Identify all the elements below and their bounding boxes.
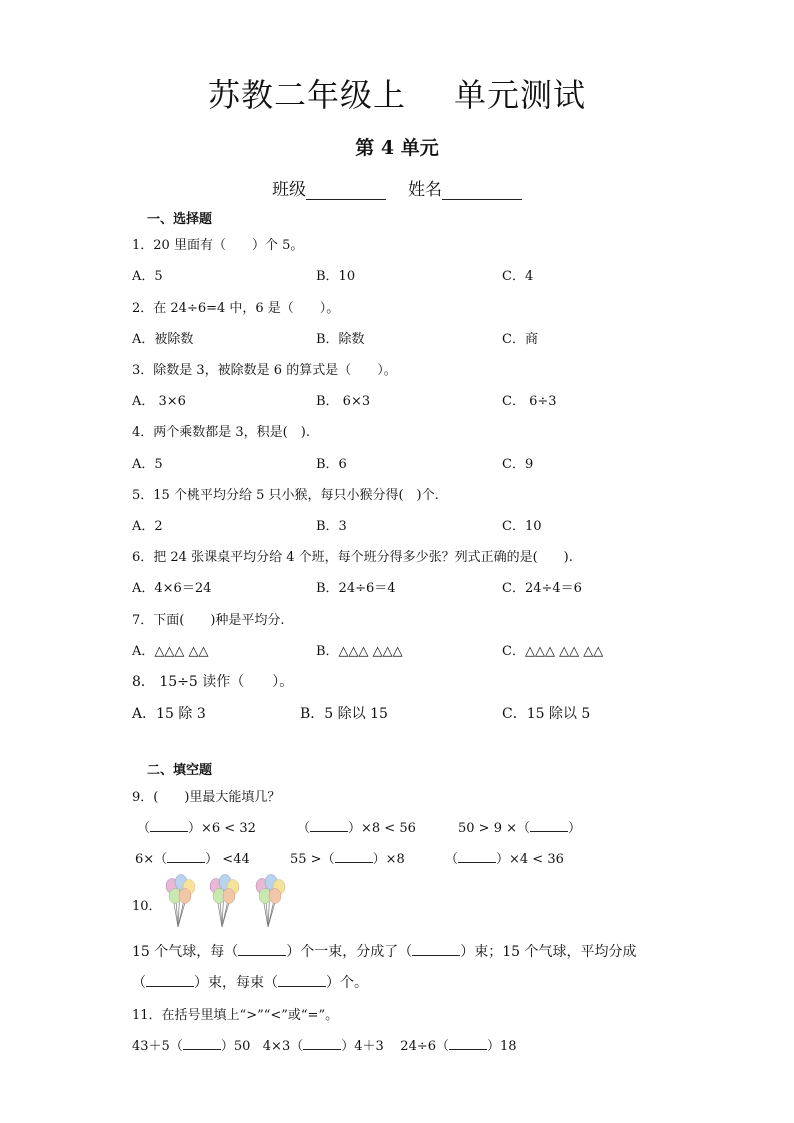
- option-8a[interactable]: A．15 除 3: [132, 706, 206, 722]
- option-3c[interactable]: C． 6÷3: [502, 394, 557, 409]
- q11-items: 43＋5（ ）50 4×3（ ）4＋3 24÷6（ ）18: [132, 1039, 517, 1054]
- option-5c[interactable]: C．10: [502, 519, 542, 534]
- option-5b[interactable]: B．3: [316, 519, 347, 534]
- class-field[interactable]: [306, 181, 386, 200]
- unit-subtitle: 第 4 单元: [355, 137, 439, 159]
- name-field[interactable]: [442, 181, 522, 200]
- answer-blank[interactable]: [335, 850, 373, 863]
- option-4a[interactable]: A．5: [132, 457, 163, 472]
- q9-item-1: （ ）×6 < 32: [137, 821, 256, 836]
- option-6c[interactable]: C．24÷4＝6: [502, 581, 582, 596]
- question-11: 11．在括号里填上“>”“<”或“=”。: [132, 1008, 339, 1023]
- option-1b[interactable]: B．10: [316, 269, 356, 284]
- question-2: 2．在 24÷6=4 中，6 是（ ）。: [132, 301, 340, 316]
- question-1: 1．20 里面有（ ）个 5。: [132, 238, 304, 253]
- student-info: [0, 175, 794, 200]
- question-5: 5．15 个桃平均分给 5 只小猴，每只小猴分得( )个.: [132, 488, 439, 503]
- option-6a[interactable]: A．4×6＝24: [132, 581, 212, 596]
- class-label: 班级: [272, 180, 306, 200]
- answer-blank[interactable]: [310, 819, 348, 832]
- option-2a[interactable]: A．被除数: [132, 332, 194, 347]
- question-9: 9．( )里最大能填几？: [132, 790, 281, 805]
- answer-blank[interactable]: [449, 1037, 487, 1050]
- section-fill-heading: 二、填空题: [147, 763, 213, 778]
- section-choice-heading: 一、选择题: [147, 212, 213, 227]
- option-6b[interactable]: B．24÷6＝4: [316, 581, 396, 596]
- title-main: 苏教二年级上: [207, 76, 406, 114]
- option-4c[interactable]: C．9: [502, 457, 534, 472]
- name-label: 姓名: [408, 180, 442, 200]
- answer-blank[interactable]: [458, 850, 496, 863]
- question-10: 10．: [132, 899, 162, 914]
- option-3b[interactable]: B． 6×3: [316, 394, 371, 409]
- answer-blank[interactable]: [278, 974, 326, 987]
- answer-blank[interactable]: [412, 943, 460, 956]
- question-3: 3．除数是 3，被除数是 6 的算式是（ ）。: [132, 363, 397, 378]
- q10-line-1: 15 个气球，每（ ）个一束，分成了（ ）束；15 个气球，平均分成: [132, 944, 637, 960]
- option-8c[interactable]: C．15 除以 5: [502, 706, 591, 722]
- option-7a[interactable]: A．△△△ △△: [132, 644, 209, 659]
- option-1a[interactable]: A．5: [132, 269, 163, 284]
- balloon-bunches-image: [160, 872, 300, 932]
- option-8b[interactable]: B．5 除以 15: [300, 706, 388, 722]
- answer-blank[interactable]: [238, 943, 286, 956]
- option-1c[interactable]: C．4: [502, 269, 534, 284]
- option-3a[interactable]: A． 3×6: [132, 394, 186, 409]
- question-6: 6．把 24 张课桌平均分给 4 个班，每个班分得多少张？列式正确的是( ).: [132, 550, 573, 565]
- question-8: 8． 15÷5 读作（ ）。: [132, 674, 294, 690]
- q9-item-4: 6×（ ） <44: [135, 852, 250, 867]
- question-4: 4．两个乘数都是 3，积是( ).: [132, 425, 310, 440]
- answer-blank[interactable]: [530, 819, 568, 832]
- balloons-icon: [160, 872, 300, 932]
- q9-item-6: （ ）×4 < 36: [445, 852, 564, 867]
- answer-blank[interactable]: [146, 974, 194, 987]
- option-4b[interactable]: B．6: [316, 457, 347, 472]
- answer-blank[interactable]: [303, 1037, 341, 1050]
- option-2c[interactable]: C．商: [502, 332, 538, 347]
- q10-line-2: （ ）束，每束（ ）个。: [132, 975, 368, 991]
- option-7b[interactable]: B．△△△ △△△: [316, 644, 403, 659]
- option-7c[interactable]: C．△△△ △△ △△: [502, 644, 604, 659]
- answer-blank[interactable]: [150, 819, 188, 832]
- q9-item-5: 55 >（ ）×8: [290, 852, 405, 867]
- question-7: 7．下面( )种是平均分.: [132, 613, 285, 628]
- option-2b[interactable]: B．除数: [316, 332, 365, 347]
- q9-item-2: （ ）×8 < 56: [297, 821, 416, 836]
- option-5a[interactable]: A．2: [132, 519, 163, 534]
- answer-blank[interactable]: [167, 850, 205, 863]
- title-right: 单元测试: [454, 76, 587, 114]
- answer-blank[interactable]: [183, 1037, 221, 1050]
- q9-item-3: 50 > 9 ×（ ）: [458, 821, 582, 836]
- page-title: [0, 70, 794, 116]
